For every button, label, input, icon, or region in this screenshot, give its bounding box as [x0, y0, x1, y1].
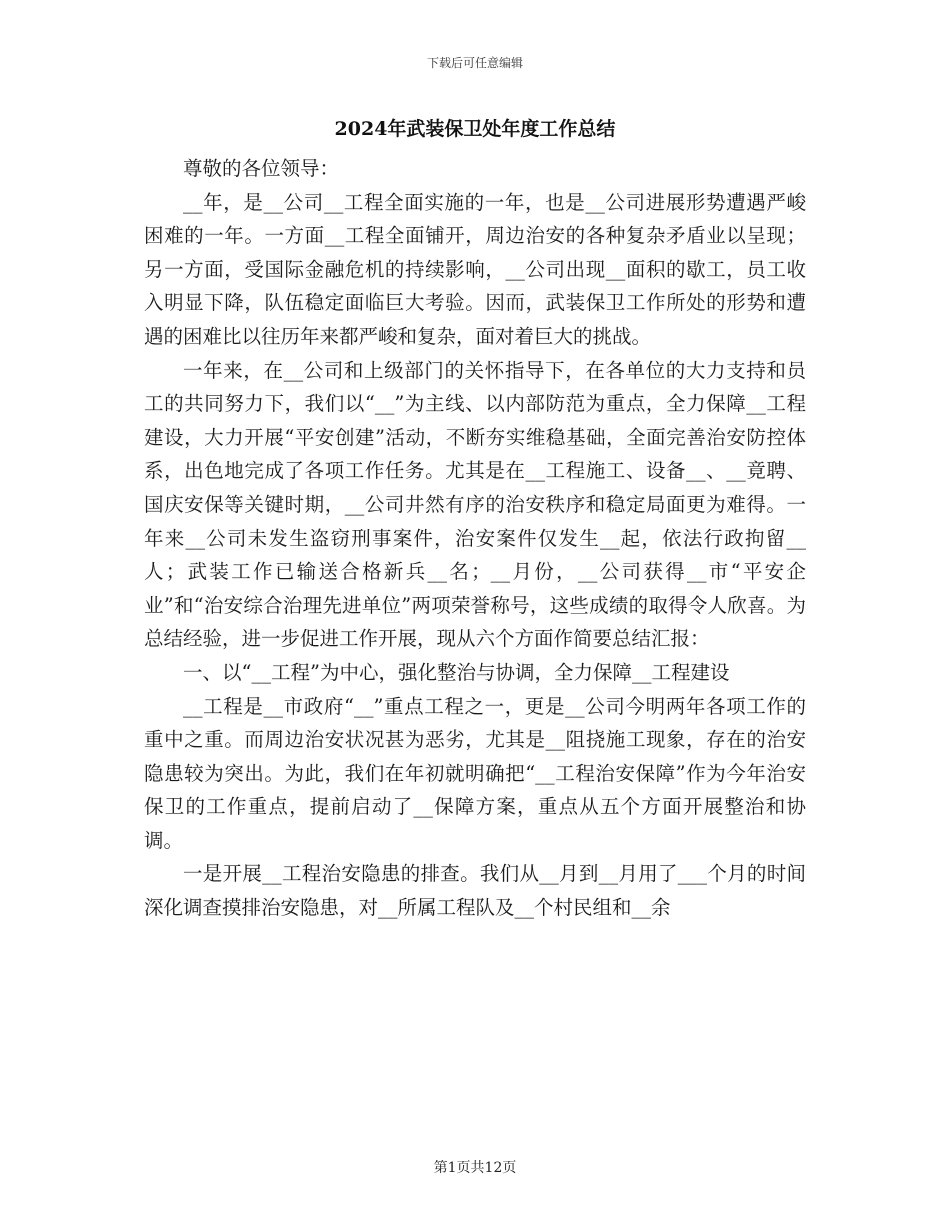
salutation: 尊敬的各位领导： — [183, 157, 340, 180]
body-paragraph: __年，是__公司__工程全面实施的一年，也是__公司进展形势遭遇严峻困难的一年。一方面__工程全面铺开，周边治安的各种复杂矛盾业以呈现；另一方面，受国际金融危机的持续影响，__公司出现__面积的歇工，员工收入明显下降，队伍稳定面临巨大考验。因而，武装保卫工作所处的形势和遭遇的困难比以往历年来都严峻和复杂，面对着巨大的挑战。 — [144, 190, 806, 348]
body-paragraph: 一年来，在__公司和上级部门的关怀指导下，在各单位的大力支持和员工的共同努力下，我们以“__”为主线、以内部防范为重点，全力保障__工程建设，大力开展“平安创建”活动，不断夯实维稳基础，全面完善治安防控体系，出色地完成了各项工作任务。尤其是在__工程施工、设备__、__竟聘、国庆安保等关键时期，__公司井然有序的治安秩序和稳定局面更为难得。一年来__公司未发生盗窃刑事案件，治安案件仅发生__起，依法行政拘留__人；武装工作已输送合格新兵__名；__月份，__公司获得__市“平安企业”和“治安综合治理先进单位”两项荣誉称号，这些成绩的取得令人欣喜。为总结经验，进一步促进工作开展，现从六个方面作简要总结汇报： — [144, 358, 806, 651]
body-paragraph: __工程是__市政府“__”重点工程之一，更是__公司今明两年各项工作的重中之重。而周边治安状况甚为恶劣，尤其是__阻挠施工现象，存在的治安隐患较为突出。为此，我们在年初就明确把“__工程治安保障”作为今年治安保卫的工作重点，提前启动了__保障方案，重点从五个方面开展整治和协调。 — [144, 694, 806, 852]
section-heading: 一、以“__工程”为中心，强化整治与协调，全力保障__工程建设 — [183, 660, 730, 684]
body-paragraph: 一是开展__工程治安隐患的排查。我们从__月到__月用了___个月的时间深化调查摸排治安隐患，对__所属工程队及__个村民组和__余 — [144, 862, 806, 920]
document-title: 2024年武装保卫处年度工作总结 — [334, 118, 616, 140]
header-note: 下载后可任意编辑 — [426, 56, 523, 70]
document-body — [144, 152, 806, 925]
page-number: 第1页共12页 — [433, 1160, 517, 1176]
